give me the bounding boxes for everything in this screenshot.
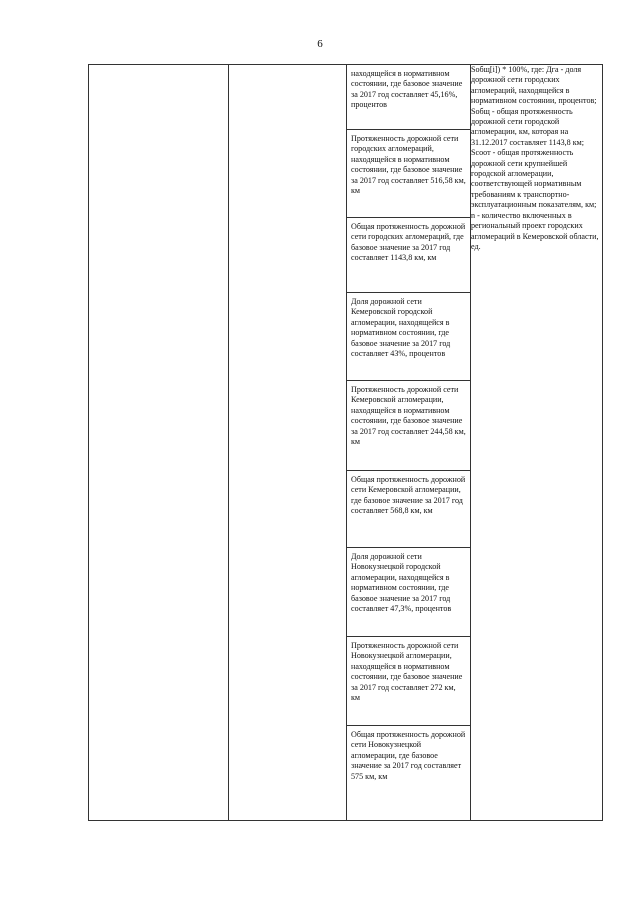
- empty-cell-1: [89, 65, 229, 821]
- methodology-cell: Sобщ[i]) * 100%, где: Дга - доля дорожной сети городских агломераций, находящейся в нормативном состоянии, процентов; Sобщ - общая протяженность дорожной сети городской агломерации, км, которая на 31.12.2017 составляет 1143,8 км; Sсоот - общая протяженность дорожной сети крупнейшей городской агломерации, соответствующей нормативным требованиям к транспортно-эксплуатационным показателям, км; n - количество включенных в региональный проект городских агломераций в Кемеровской области, ед.: [471, 65, 603, 821]
- empty-cell-2: [229, 65, 347, 821]
- indicator-cell: Общая протяженность дорожной сети Кемеровской агломерации, где базовое значение за 2017 год составляет 568,8 км, км: [347, 471, 470, 548]
- indicators-table: [88, 64, 603, 821]
- indicator-cell: Общая протяженность дорожной сети Новокузнецкой агломерации, где базовое значение за 2017 год составляет 575 км, км: [351, 730, 466, 781]
- indicator-cell: Протяженность дорожной сети Кемеровской агломерации, находящейся в нормативном состоянии, где базовое значение за 2017 год составляет 244,58 км, км: [347, 381, 470, 471]
- table-row: [89, 65, 603, 821]
- indicator-cell: находящейся в нормативном состоянии, где базовое значение за 2017 год составляет 45,16%, процентов: [347, 65, 470, 130]
- indicator-cell: Протяженность дорожной сети Новокузнецкой агломерации, находящейся в нормативном состоянии, где базовое значение за 2017 год составляет 272 км, км: [347, 637, 470, 726]
- indicator-cell: Доля дорожной сети Кемеровской городской агломерации, находящейся в нормативном состоянии, где базовое значение за 2017 год составляет 43%, процентов: [347, 293, 470, 381]
- page-number: 6: [317, 38, 323, 50]
- indicators-column: [347, 65, 471, 821]
- indicator-cell: Общая протяженность дорожной сети городских агломераций, где базовое значение за 2017 год составляет 1143,8 км, км: [347, 218, 470, 293]
- indicator-cell: Протяженность дорожной сети городских агломераций, находящейся в нормативном состоянии, где базовое значение за 2017 год составляет 516,58 км, км: [347, 130, 470, 218]
- indicator-cell: Доля дорожной сети Новокузнецкой городской агломерации, находящейся в нормативном состоянии, где базовое значение за 2017 год составляет 47,3%, процентов: [347, 548, 470, 637]
